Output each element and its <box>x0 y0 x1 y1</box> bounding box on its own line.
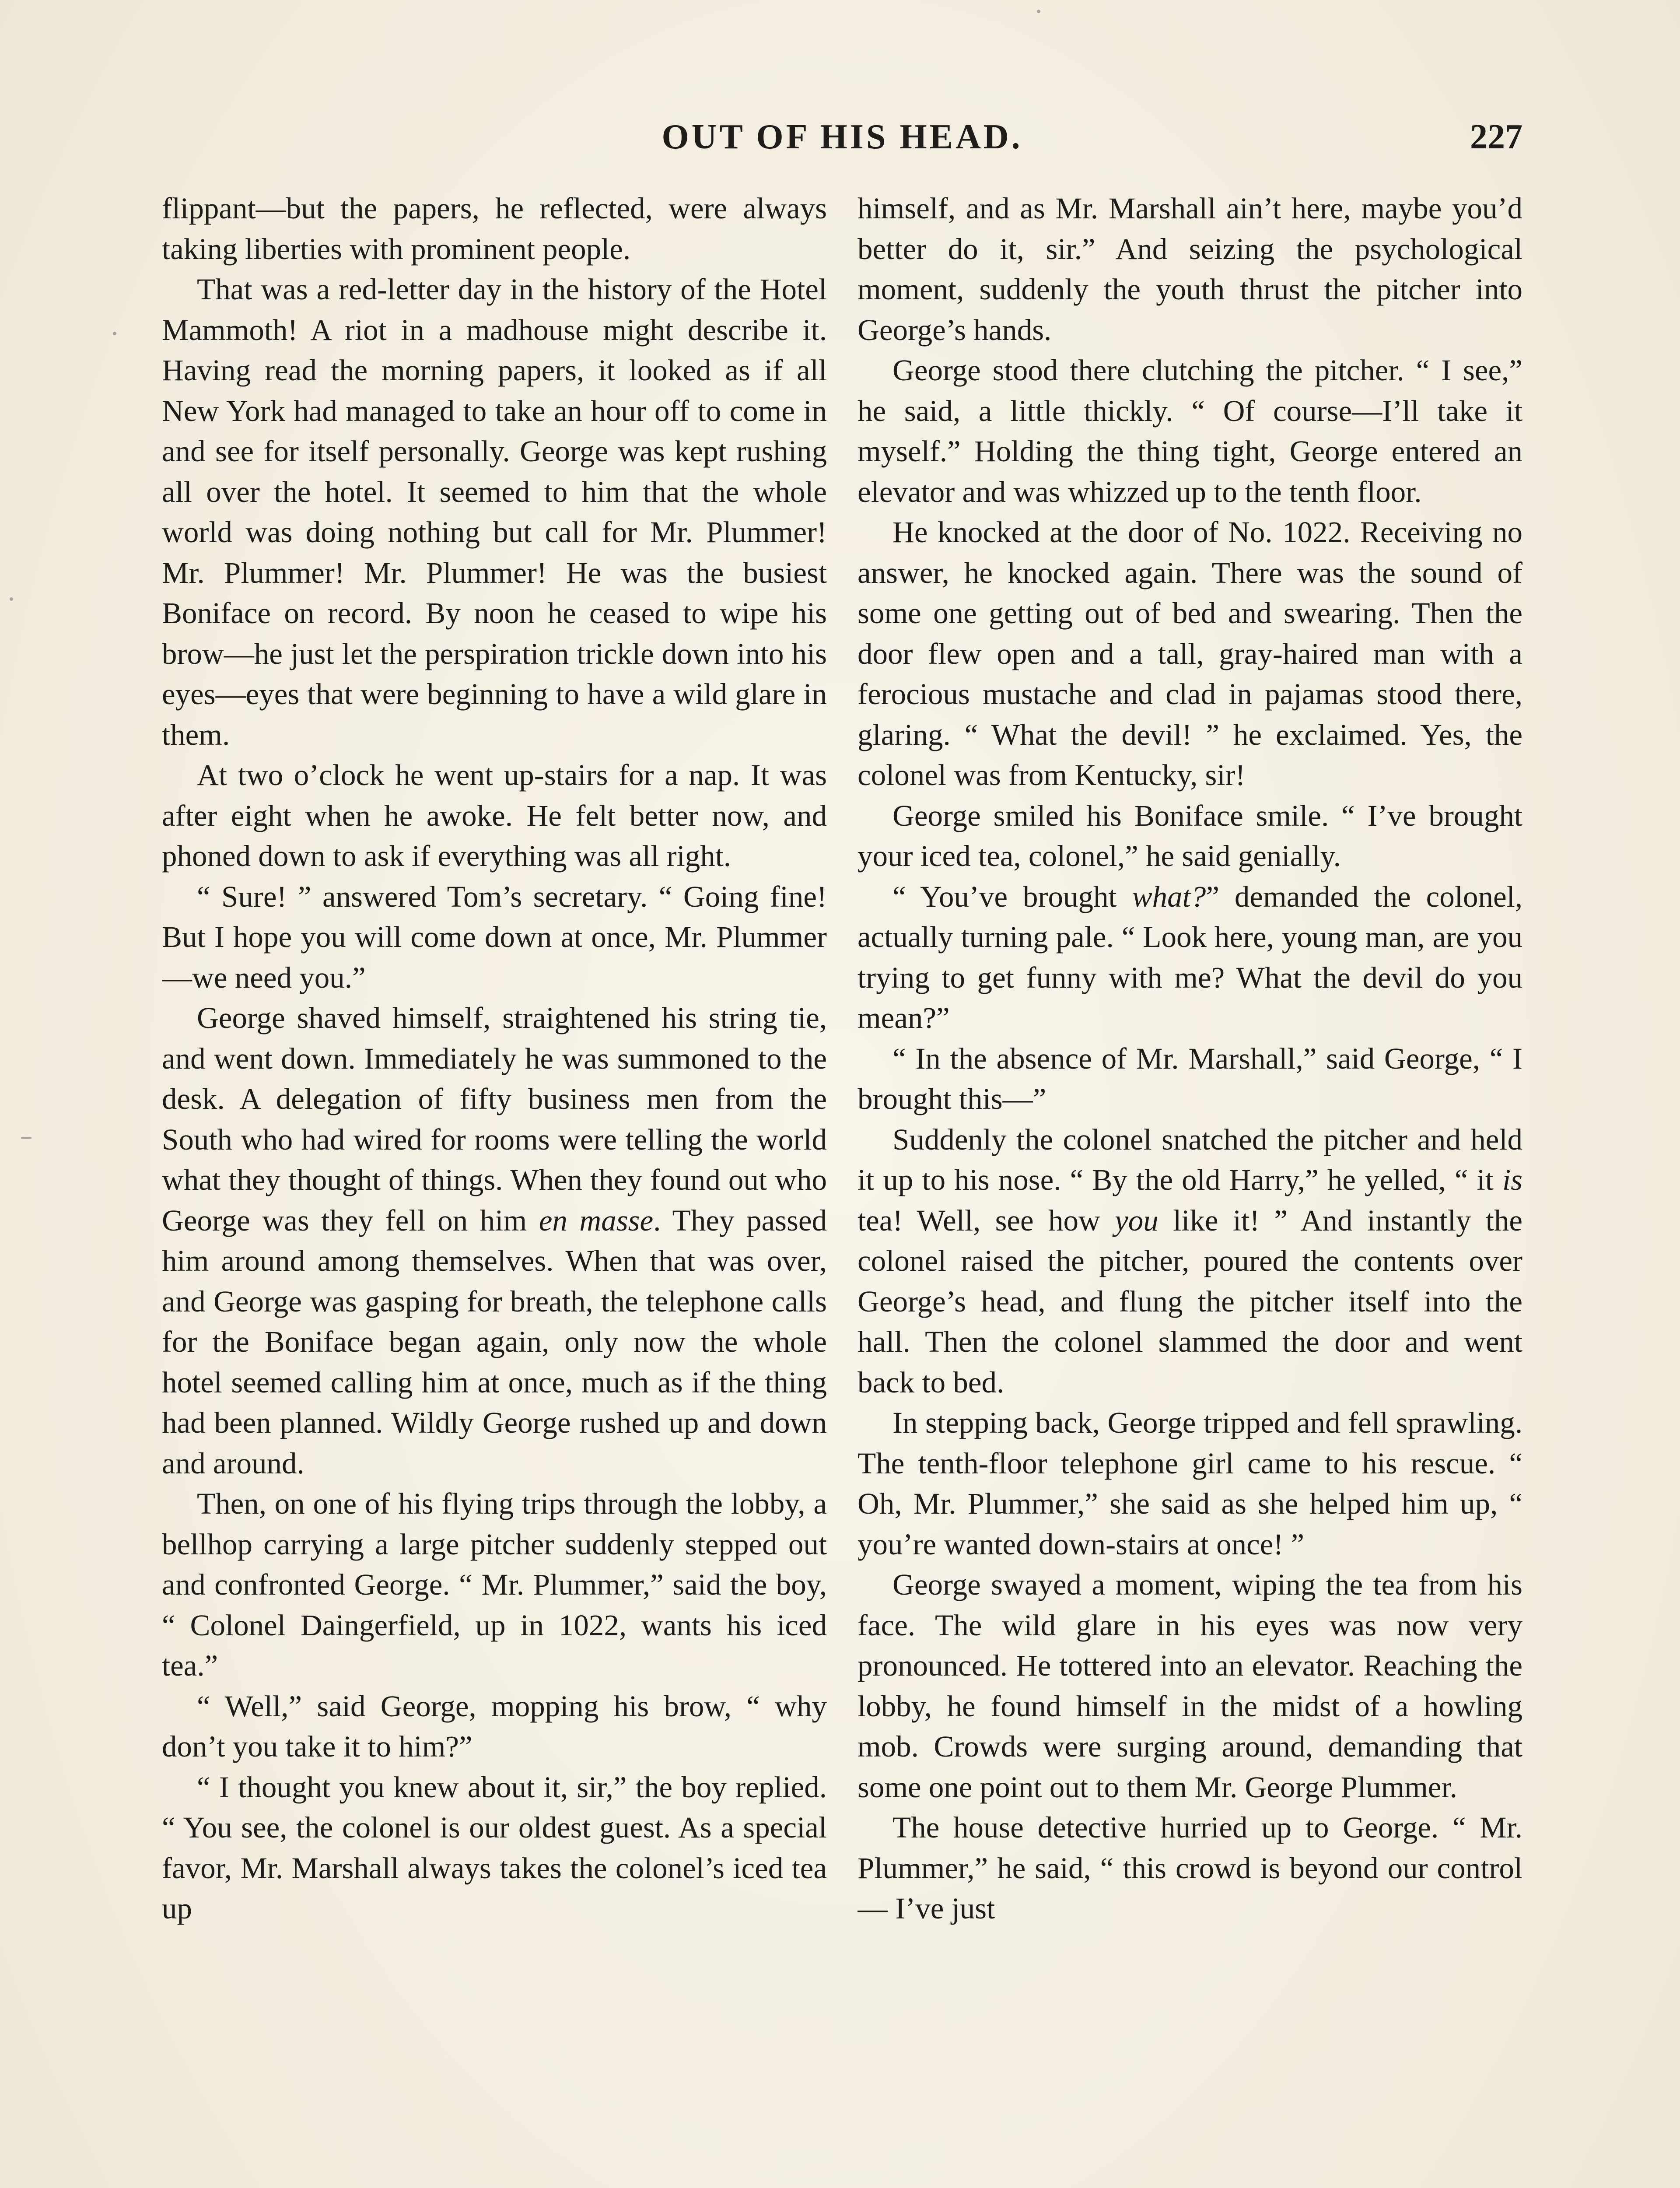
paragraph: That was a red-letter day in the history of the Hotel Mammoth! A riot in a madhouse might describe it. Having read the morning papers, it looked as if all New York had managed to take an hour off to come in and see for itself personally. George was kept rushing all over the hotel. It seemed to him that the whole world was doing nothing but call for Mr. Plummer! Mr. Plummer! Mr. Plummer! He was the busiest Boniface on record. By noon he ceased to wipe his brow—he just let the perspiration trickle down into his eyes—eyes that were beginning to have a wild glare in them. <box>162 273 827 751</box>
page-number: 227 <box>1470 118 1522 156</box>
running-title: OUT OF HIS HEAD. <box>662 118 1023 156</box>
right-column <box>858 188 1522 2188</box>
paragraph: George shaved himself, straightened his string tie, and went down. Immediately he was summoned to the desk. A delegation of fifty business men from the South who had wired for rooms were telling the world what they thought of things. When they found out who George was they fell on him en masse. They passed him around among themselves. When that was over, and George was gasping for breath, the telephone calls for the Boniface began again, only now the whole hotel seemed calling him at once, much as if the thing had been planned. Wildly George rushed up and down and around. <box>162 1001 827 1480</box>
dust-speck <box>10 597 13 601</box>
text-columns <box>162 188 1522 2188</box>
paragraph: George swayed a moment, wiping the tea from his face. The wild glare in his eyes was now very pronounced. He tottered into an elevator. Reaching the lobby, he found himself in the midst of a howling mob. Crowds were surging around, demanding that some one point out to them Mr. George Plummer. <box>858 1568 1522 1804</box>
paragraph: “ Well,” said George, mopping his brow, “ why don’t you take it to him?” <box>162 1689 827 1763</box>
paragraph: Suddenly the colonel snatched the pitcher and held it up to his nose. “ By the old Harry,” he yelled, “ it is tea! Well, see how you like it! ” And instantly the colonel raised the pitcher, poured the contents over George’s head, and flung the pitcher itself into the hall. Then the colonel slammed the door and went back to bed. <box>858 1122 1522 1399</box>
dust-speck <box>21 1137 32 1139</box>
paragraph: George stood there clutching the pitcher. “ I see,” he said, a little thickly. “ Of course—I’ll take it myself.” Holding the thing tight, George entered an elevator and was whizzed up to the tenth floor. <box>858 354 1522 508</box>
dust-speck <box>1037 10 1040 13</box>
dust-speck <box>113 332 116 335</box>
paragraph: He knocked at the door of No. 1022. Receiving no answer, he knocked again. There was the sound of some one getting out of bed and swearing. Then the door flew open and a tall, gray-haired man with a ferocious mustache and clad in pajamas stood there, glaring. “ What the devil! ” he exclaimed. Yes, the colonel was from Kentucky, sir! <box>858 515 1522 792</box>
paragraph: “ You’ve brought what?” demanded the colonel, actually turning pale. “ Look here, young man, are you trying to get funny with me? What the devil do you mean?” <box>858 880 1522 1034</box>
paragraph: flippant—but the papers, he reflected, were always taking liberties with prominent people. <box>162 192 827 266</box>
paragraph: George smiled his Boniface smile. “ I’ve brought your iced tea, colonel,” he said genially. <box>858 799 1522 873</box>
left-column <box>162 188 827 2188</box>
paragraph: The house detective hurried up to George. “ Mr. Plummer,” he said, “ this crowd is beyond our control — I’ve just <box>858 1811 1522 1925</box>
paragraph: himself, and as Mr. Marshall ain’t here, maybe you’d better do it, sir.” And seizing the psychological moment, suddenly the youth thrust the pitcher into George’s hands. <box>858 192 1522 347</box>
paragraph: “ In the absence of Mr. Marshall,” said George, “ I brought this—” <box>858 1041 1522 1115</box>
paragraph: At two o’clock he went up-stairs for a nap. It was after eight when he awoke. He felt better now, and phoned down to ask if everything was all right. <box>162 758 827 873</box>
paragraph: “ I thought you knew about it, sir,” the boy replied. “ You see, the colonel is our oldest guest. As a special favor, Mr. Marshall always takes the colonel’s iced tea up <box>162 1770 827 1925</box>
paragraph: “ Sure! ” answered Tom’s secretary. “ Going fine! But I hope you will come down at once, Mr. Plummer—we need you.” <box>162 880 827 994</box>
paragraph: In stepping back, George tripped and fell sprawling. The tenth-floor telephone girl came to his rescue. “ Oh, Mr. Plummer,” she said as she helped him up, “ you’re wanted down-stairs at once! ” <box>858 1406 1522 1561</box>
running-head <box>162 117 1522 165</box>
paragraph: Then, on one of his flying trips through the lobby, a bellhop carrying a large pitcher suddenly stepped out and confronted George. “ Mr. Plummer,” said the boy, “ Colonel Daingerfield, up in 1022, wants his iced tea.” <box>162 1487 827 1682</box>
